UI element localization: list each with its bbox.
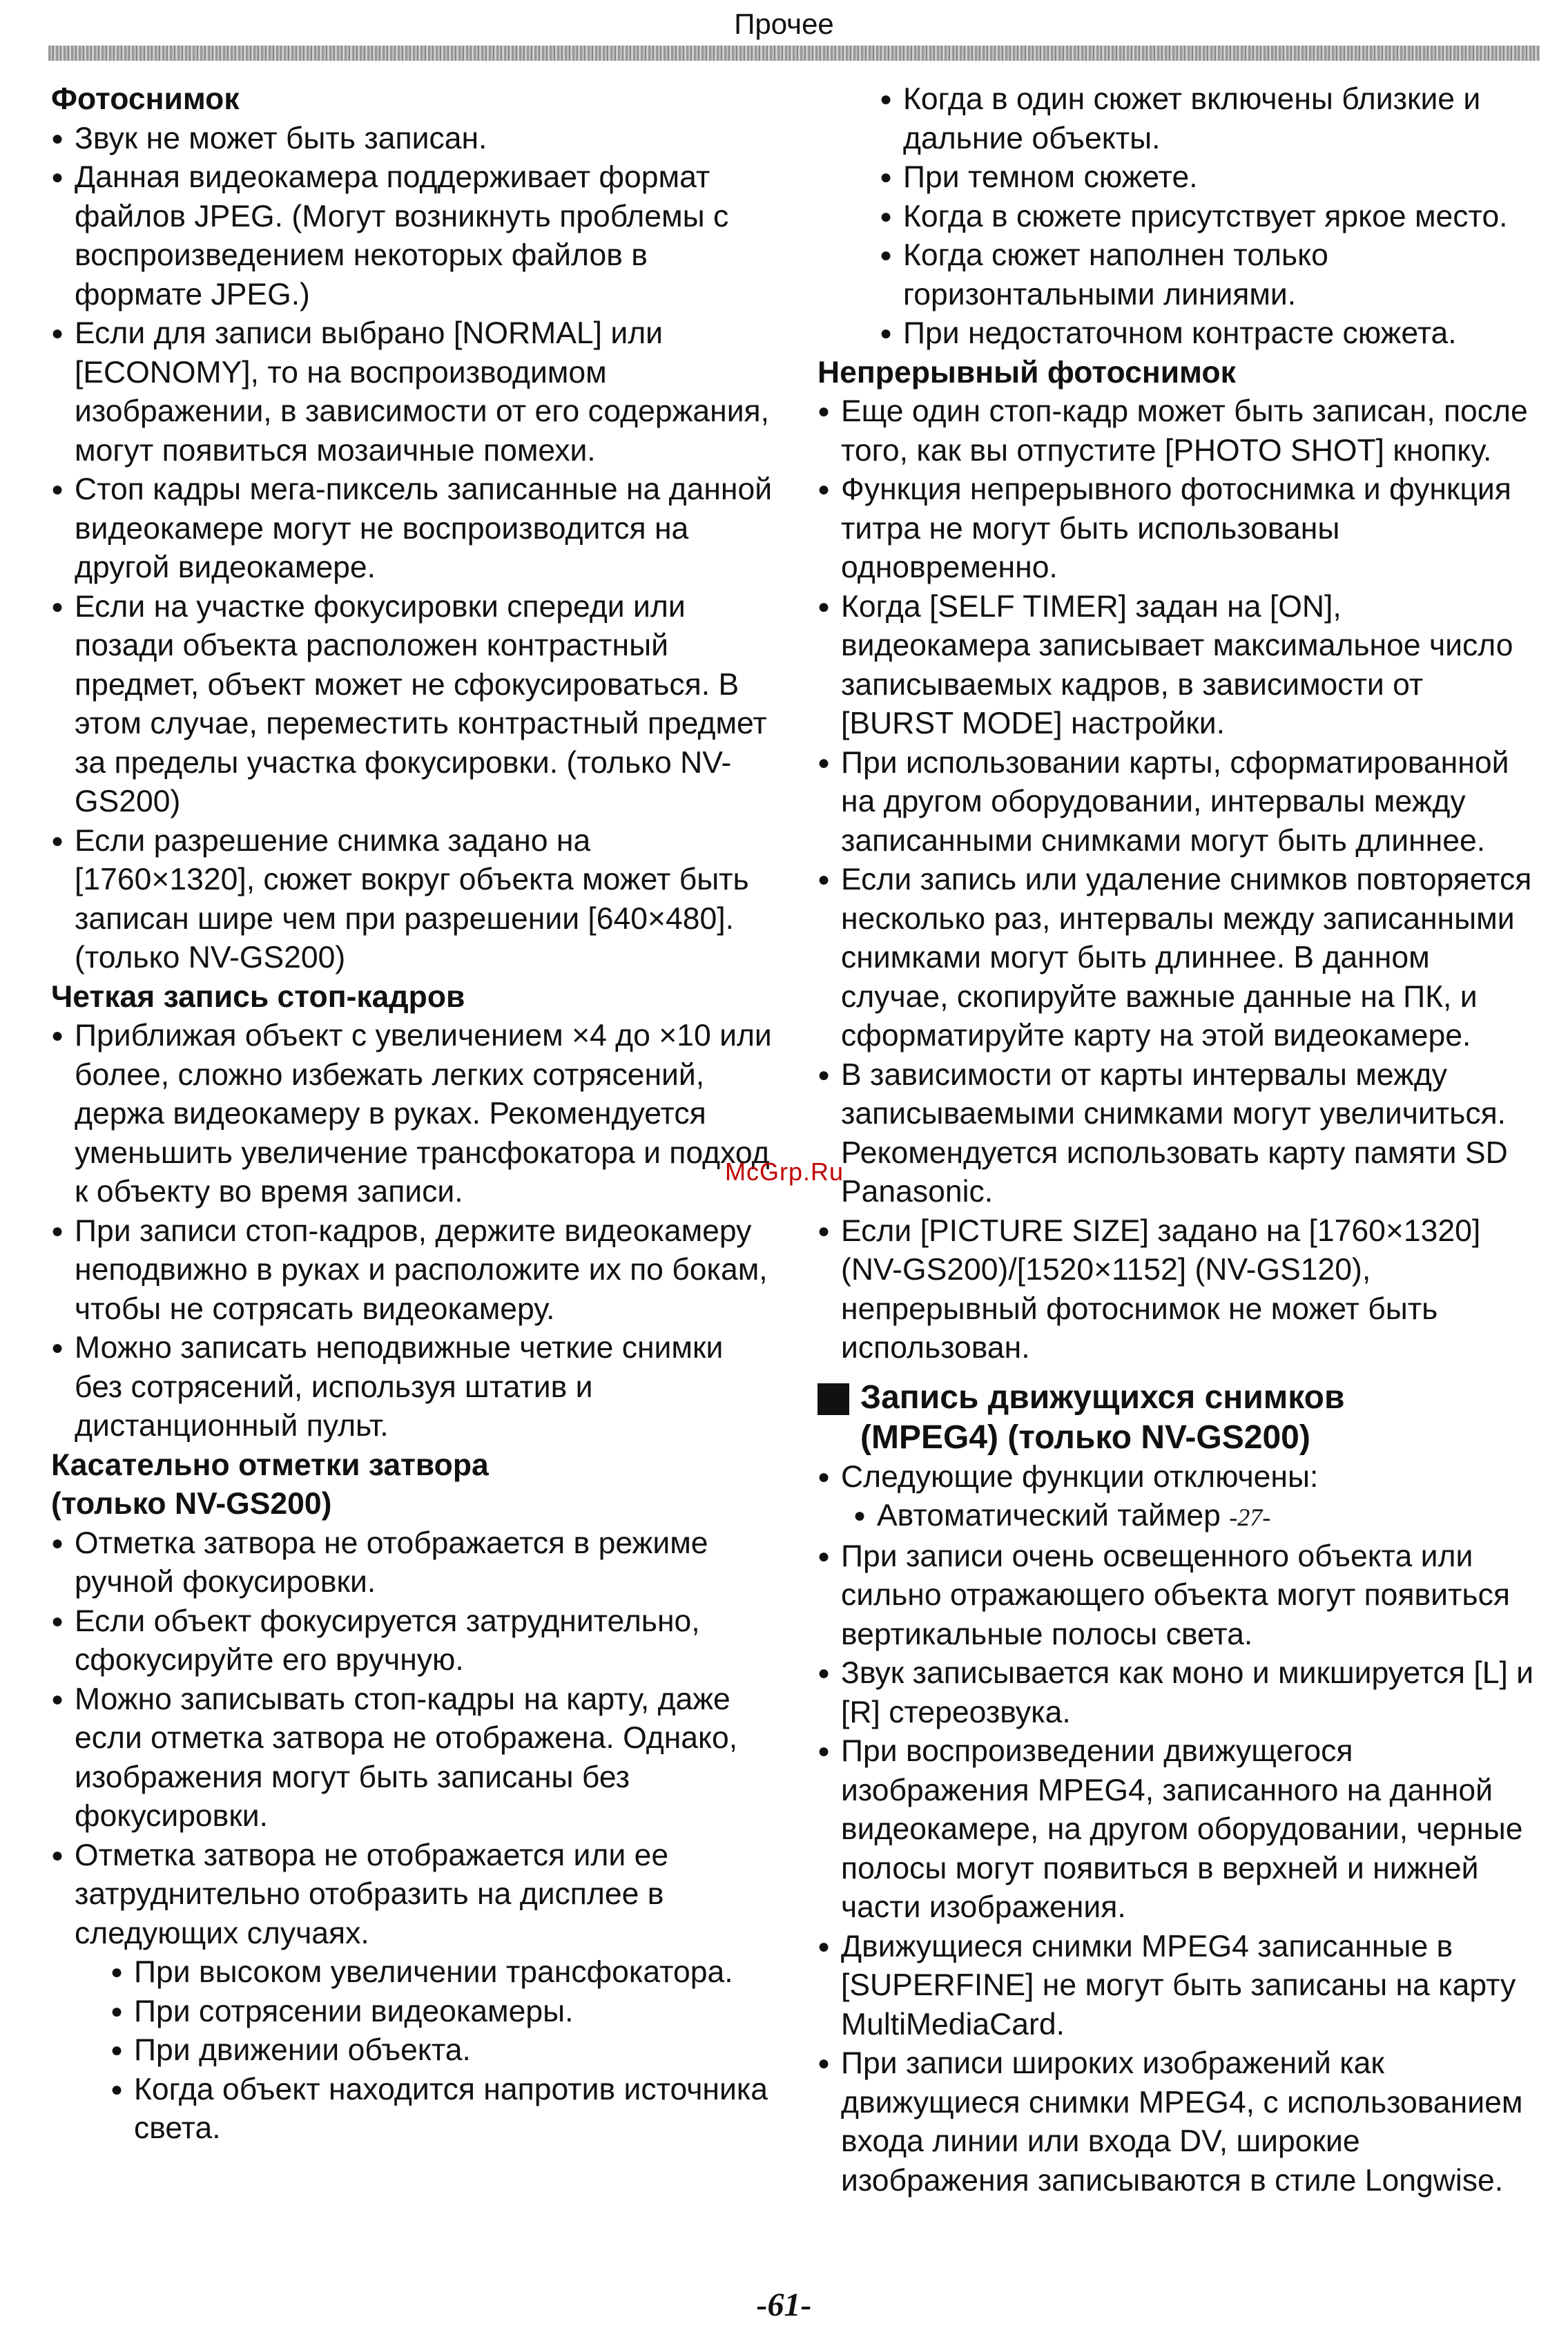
- list-item: ● Стоп кадры мега-пиксель записанные на данной видеокамере могут не воспроизводится на другой видеокамере.: [51, 470, 776, 588]
- list-item: ● Можно записывать стоп-кадры на карту, даже если отметка затвора не отображена. Однако, изображения могут быть записаны без фокусировки.: [51, 1680, 776, 1836]
- list-item: ● Отметка затвора не отображается в режиме ручной фокусировки.: [51, 1524, 776, 1602]
- list-item: ● Если объект фокусируется затруднительно, сфокусируйте его вручную.: [51, 1602, 776, 1680]
- list-item: ● Если разрешение снимка задано на [1760×1320], сюжет вокруг объекта может быть записан шире чем при разрешении [640×480]. (только NV-GS200): [51, 822, 776, 978]
- list-item: ● Звук записывается как моно и микшируется [L] и [R] стереозвука.: [817, 1654, 1536, 1732]
- list-item: ● Если [PICTURE SIZE] задано на [1760×1320] (NV-GS200)/[1520×1152] (NV-GS120), непрерывный фотоснимок не может быть использован.: [817, 1212, 1536, 1368]
- right-column: [817, 80, 1536, 2200]
- page-number: -61-: [756, 2287, 812, 2323]
- list-item: ● Движущиеся снимки MPEG4 записанные в [SUPERFINE] не могут быть записаны на карту MultiMediaCard.: [817, 1928, 1536, 2045]
- sub-list-item: ● При темном сюжете.: [880, 158, 1536, 198]
- header-band: [48, 46, 1540, 61]
- list-item: ● При использовании карты, сформатированной на другом оборудовании, интервалы между записанными снимками могут быть длиннее.: [817, 744, 1536, 861]
- mpeg4-section-heading: [817, 1378, 1536, 1458]
- sub-list-item-text: Автоматический таймер: [877, 1499, 1221, 1532]
- list-item: ● Если для записи выбрано [NORMAL] или [ECONOMY], то на воспроизводимом изображении, в зависимости от его содержания, могут появиться мозаичные помехи.: [51, 314, 776, 470]
- list-item: ● В зависимости от карты интервалы между записываемыми снимками могут увеличиться. Рекомендуется использовать карту памяти SD Panasonic.: [817, 1056, 1536, 1212]
- sub-list-item: ● При высоком увеличении трансфокатора.: [110, 1953, 776, 1992]
- burst-heading: Непрерывный фотоснимок: [817, 355, 1236, 390]
- list-item: ● Функция непрерывного фотоснимка и функция титра не могут быть использованы одновременно.: [817, 470, 1536, 588]
- sub-list-item: ● Когда объект находится напротив источника света.: [110, 2070, 776, 2149]
- list-item: ● При записи очень освещенного объекта или сильно отражающего объекта могут появиться вертикальные полосы света.: [817, 1537, 1536, 1655]
- sub-list-item: ● При сотрясении видеокамеры.: [110, 1992, 776, 2032]
- list-item: ● Данная видеокамера поддерживает формат файлов JPEG. (Могут возникнуть проблемы с воспроизведением некоторых файлов в формате JPEG.): [51, 158, 776, 314]
- list-item: ● Можно записать неподвижные четкие снимки без сотрясений, используя штатив и дистанционный пульт.: [51, 1329, 776, 1446]
- sub-list-item: ● Когда в сюжете присутствует яркое место.: [880, 198, 1536, 237]
- photo-heading: Фотоснимок: [51, 82, 240, 116]
- mpeg4-heading-line1: Запись движущихся снимков: [860, 1378, 1345, 1416]
- sub-list-item: ● Когда в один сюжет включены близкие и дальние объекты.: [880, 80, 1536, 158]
- watermark: McGrp.Ru: [725, 1157, 844, 1186]
- sub-list-item: ● При движении объекта.: [110, 2031, 776, 2070]
- list-item: ● При записи стоп-кадров, держите видеокамеру неподвижно в руках и расположите их по бокам, чтобы не сотрясать видеокамеру.: [51, 1212, 776, 1329]
- section-marker-icon: [817, 1383, 849, 1415]
- list-item: ● Отметка затвора не отображается или ее затруднительно отобразить на дисплее в следующих случаях.: [51, 1836, 776, 1954]
- list-item: ● При записи широких изображений как движущиеся снимки MPEG4, с использованием входа линии или входа DV, широкие изображения записываются в стиле Longwise.: [817, 2044, 1536, 2200]
- list-item: ● Когда [SELF TIMER] задан на [ON], видеокамера записывает максимальное число записываемых кадров, в зависимости от [BURST MODE] настройки.: [817, 588, 1536, 744]
- list-item: ● Следующие функции отключены:: [817, 1458, 1536, 1497]
- clear-recording-heading: Четкая запись стоп-кадров: [51, 979, 465, 1014]
- sub-list-item: ● При недостаточном контрасте сюжета.: [880, 314, 1536, 354]
- section-title: Прочее: [734, 8, 834, 40]
- sub-list-item: ● Когда сюжет наполнен только горизонтальными линиями.: [880, 236, 1536, 314]
- mpeg4-heading-line2: (MPEG4) (только NV-GS200): [860, 1419, 1310, 1456]
- list-item: ● При воспроизведении движущегося изображения MPEG4, записанного на данной видеокамере, на другом оборудовании, черные полосы могут появиться в верхней и нижней части изображения.: [817, 1732, 1536, 1928]
- shutter-heading-line1: Касательно отметки затвора: [51, 1448, 489, 1482]
- shutter-heading-line2: (только NV-GS200): [51, 1487, 332, 1521]
- left-column: [51, 80, 776, 2149]
- list-item: ● Если на участке фокусировки спереди или позади объекта расположен контрастный предмет, объект может не сфокусироваться. В этом случае, переместить контрастный предмет за пределы участка фокусировки. (только NV-GS200): [51, 588, 776, 822]
- list-item: ● Если запись или удаление снимков повторяется несколько раз, интервалы между записанными снимками могут быть длиннее. В данном случае, скопируйте важные данные на ПК, и сформатируйте карту на этой видеокамере.: [817, 861, 1536, 1056]
- list-item: ● Еще один стоп-кадр может быть записан, после того, как вы отпустите [PHOTO SHOT] кнопку.: [817, 392, 1536, 470]
- list-item: ● Звук не может быть записан.: [51, 119, 776, 159]
- page-header: [0, 0, 1568, 69]
- sub-list-item: [853, 1497, 1536, 1537]
- page-reference: -27-: [1229, 1503, 1271, 1531]
- list-item: ● Приближая объект с увеличением ×4 до ×10 или более, сложно избежать легких сотрясений, держа видеокамеру в руках. Рекомендуется уменьшить увеличение трансфокатора и подход к объекту во время записи.: [51, 1017, 776, 1212]
